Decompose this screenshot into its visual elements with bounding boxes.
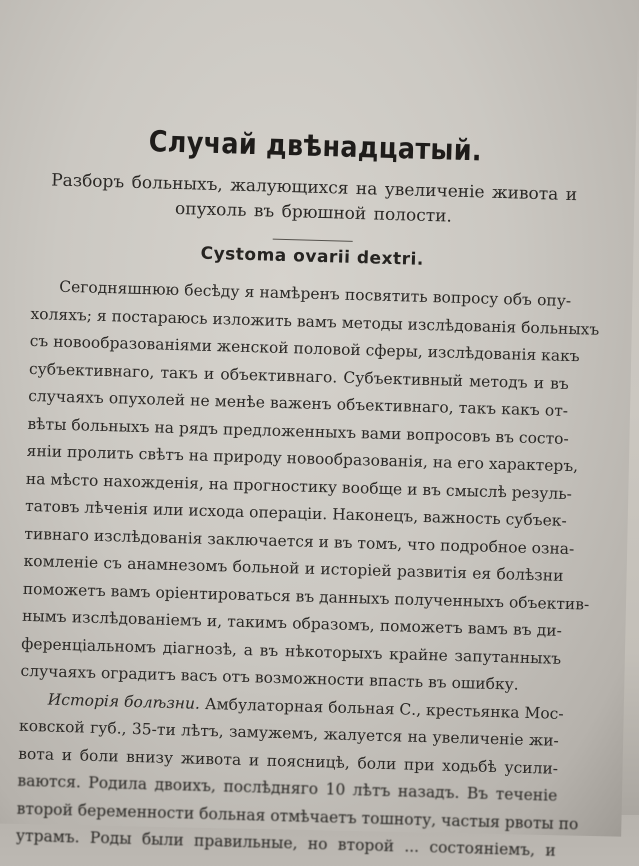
- subtitle-line-2: опухоль въ брюшной полости.: [174, 198, 453, 227]
- paragraph-2-line: ковской губ., 35-ти лѣтъ, замужемъ, жалуется на увеличеніе жи-: [18, 716, 560, 750]
- paragraph-1-line: холяхъ; я постараюсь изложить вамъ методы изслѣдованія больныхъ: [30, 304, 600, 339]
- paragraph-1-line: Сегодняшнюю бесѣду я намѣренъ посвятить вопросу объ опу-: [59, 277, 572, 311]
- body-text: [15, 273, 600, 866]
- chapter-title: Случай двѣнадцатый.: [148, 124, 483, 168]
- case-history-label: Исторія болѣзни.: [47, 690, 201, 713]
- section-divider: [273, 239, 353, 242]
- subtitle-line-1: Разборъ больныхъ, жалующихся на увеличеніе живота и: [50, 170, 578, 206]
- paragraph-2-line: вота и боли внизу живота и поясницѣ, боли при ходьбѣ усили-: [18, 744, 559, 778]
- paragraph-1-line: субъективнаго, такъ и объективнаго. Субъективный методъ и въ: [28, 359, 570, 393]
- page-text-block: [15, 118, 600, 866]
- paragraph-1-line: тивнаго изслѣдованія заключается и въ томъ, что подробное озна-: [24, 524, 575, 558]
- case-history-intro: Амбулаторная больная С., крестьянка Мос-: [199, 694, 564, 723]
- paragraph-2-line: ваются. Родила двоихъ, послѣдняго 10 лѣтъ назадъ. Въ теченіе: [17, 771, 558, 805]
- paragraph-1-line: поможетъ вамъ оріентироваться въ данныхъ полученныхъ объектив-: [22, 579, 590, 614]
- paragraph-1-line: татовъ лѣченія или исхода операціи. Наконецъ, важность субъек-: [24, 496, 567, 530]
- paragraph-1-line: нымъ изслѣдованіемъ и, такимъ образомъ, поможетъ вамъ въ ди-: [21, 606, 563, 640]
- paragraph-1-line: случаяхъ оградитъ васъ отъ возможности впасть въ ошибку.: [20, 661, 519, 694]
- paragraph-2-line: утрамъ. Роды были правильные, но второй ... состояніемъ, и: [15, 826, 556, 860]
- paragraph-1-line: ференціальномъ діагнозѣ, а въ нѣкоторыхъ крайне запутанныхъ: [21, 634, 562, 668]
- paragraph-1-line: яніи пролить свѣтъ на природу новообразованія, на его характеръ,: [26, 441, 579, 476]
- paragraph-1-line: на мѣсто нахожденія, на прогностику вообще и въ смыслѣ резуль-: [25, 469, 573, 503]
- chapter-subtitle: [33, 168, 594, 234]
- paragraph-1-line: случаяхъ опухолей не менѣе важенъ объективнаго, такъ какъ от-: [27, 386, 569, 420]
- paragraph-2-line: второй беременности больная отмѣчаетъ тошноту, частыя рвоты по: [16, 799, 579, 833]
- diagnosis-heading: Cystoma ovarii dextri.: [200, 243, 425, 270]
- paragraph-1-line: комленіе съ анамнезомъ больной и исторіей развитія ея болѣзни: [23, 551, 564, 585]
- paragraph-1-line: съ новообразованіями женской половой сферы, изслѣдованія какъ: [29, 331, 580, 366]
- paragraph-1-line: вѣты больныхъ на рядъ предложенныхъ вами вопросовъ въ состо-: [27, 414, 570, 448]
